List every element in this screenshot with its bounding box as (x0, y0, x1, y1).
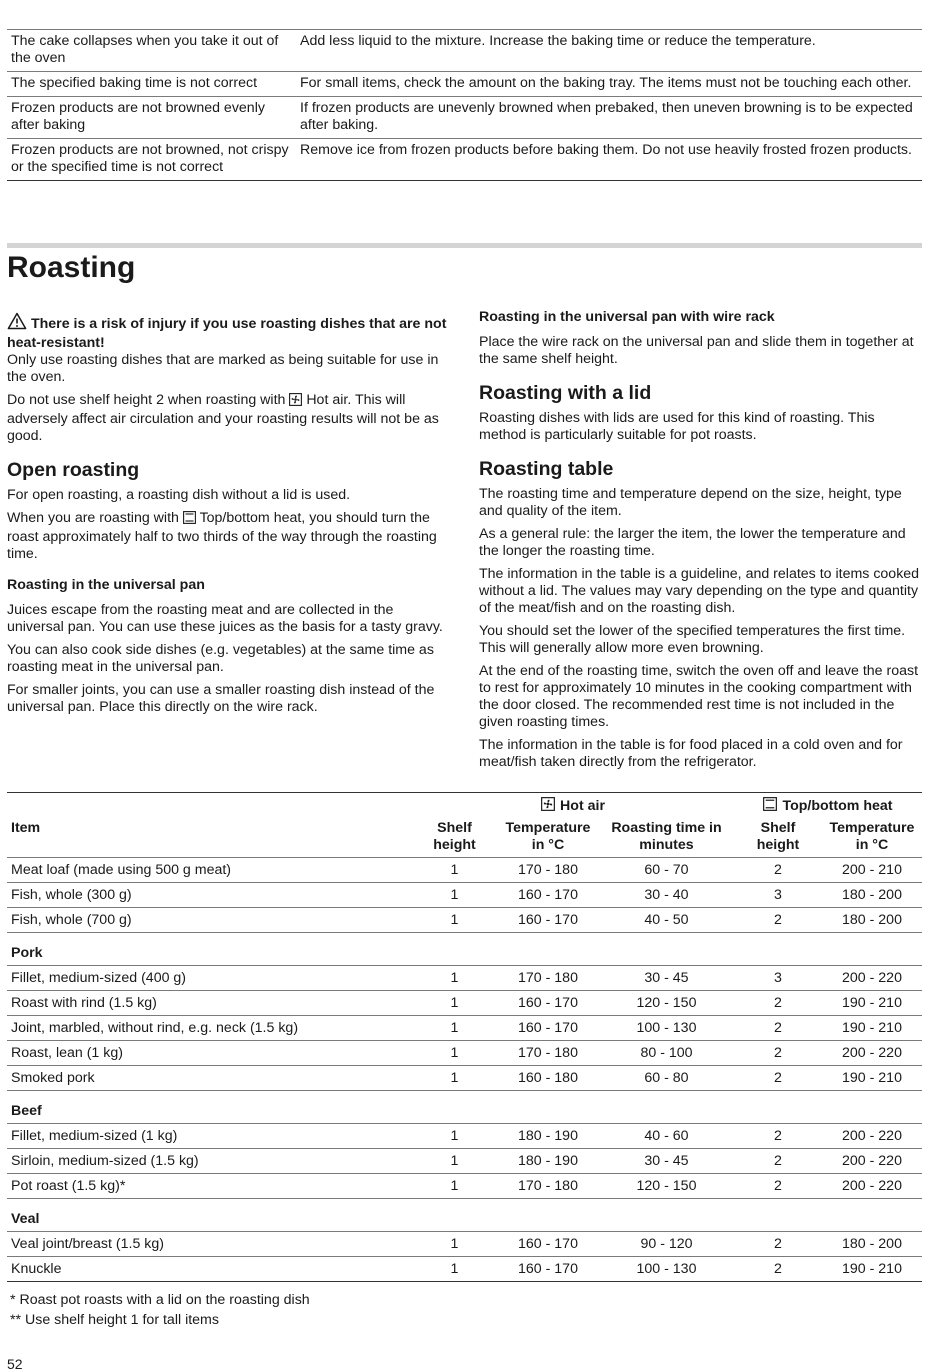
cell-shelf-hot-air: 1 (412, 1124, 497, 1149)
category-label: Beef (7, 1091, 922, 1124)
trouble-solution: Add less liquid to the mixture. Increase the baking time or reduce the temperature. (296, 30, 922, 72)
table-row (7, 1016, 922, 1041)
shelf-height-note: Do not use shelf height 2 when roasting with Hot air. This will adversely affect air circulation and your roasting results will not be as good. (7, 392, 439, 444)
table-row (7, 1041, 922, 1066)
cell-temp-hot-air: 170 - 180 (497, 966, 599, 991)
roasting-table-text-6: The information in the table is for food placed in a cold oven and for meat/fish taken directly from the refrigerator. (479, 737, 903, 770)
top-bottom-label: Top/bottom heat (782, 798, 893, 814)
cell-item: Joint, marbled, without rind, e.g. neck (1.5 kg) (7, 1016, 412, 1041)
cell-item: Fish, whole (700 g) (7, 908, 412, 933)
roasting-table-text-5: At the end of the roasting time, switch the oven off and leave the roast to rest for approximately 10 minutes in the cooking compartment with the door closed. The recommended rest time is not included in the given roasting times. (479, 663, 919, 730)
wire-rack-heading: Roasting in the universal pan with wire rack (479, 309, 775, 325)
cell-item: Veal joint/breast (1.5 kg) (7, 1232, 412, 1257)
cell-shelf-top-bottom: 2 (734, 1016, 822, 1041)
roasting-table-text-2: As a general rule: the larger the item, the lower the temperature and the longer the roasting time. (479, 526, 906, 559)
heating-mode-row (7, 793, 922, 819)
warning-title: There is a risk of injury if you use roasting dishes that are not heat-resistant! (7, 316, 447, 351)
category-label: Pork (7, 933, 922, 966)
cell-item: Fillet, medium-sized (1 kg) (7, 1124, 412, 1149)
cell-shelf-top-bottom: 2 (734, 1041, 822, 1066)
warning-text: Only use roasting dishes that are marked as being suitable for use in the oven. (7, 352, 439, 385)
cell-item: Fillet, medium-sized (400 g) (7, 966, 412, 991)
cell-roasting-time: 40 - 60 (599, 1124, 734, 1149)
cell-item: Roast, lean (1 kg) (7, 1041, 412, 1066)
category-label: Veal (7, 1199, 922, 1232)
cell-item: Fish, whole (300 g) (7, 883, 412, 908)
header-shelf-top-bottom: Shelf height (734, 818, 822, 858)
open-roasting-heading: Open roasting (7, 459, 140, 481)
cell-roasting-time: 100 - 130 (599, 1257, 734, 1282)
roasting-lid-text: Roasting dishes with lids are used for this kind of roasting. This method is particularly suitable for pot roasts. (479, 410, 875, 443)
cell-roasting-time: 120 - 150 (599, 1174, 734, 1199)
header-temp-hot-air: Temperature in °C (497, 818, 599, 858)
cell-temp-top-bottom: 190 - 210 (822, 991, 922, 1016)
header-shelf-hot-air: Shelf height (412, 818, 497, 858)
trouble-row (7, 139, 922, 181)
cell-shelf-hot-air: 1 (412, 1041, 497, 1066)
cell-roasting-time: 100 - 130 (599, 1016, 734, 1041)
hot-air-fan-icon (289, 393, 302, 411)
cell-shelf-top-bottom: 2 (734, 1066, 822, 1091)
cell-shelf-top-bottom: 2 (734, 858, 822, 883)
cell-roasting-time: 80 - 100 (599, 1041, 734, 1066)
cell-shelf-hot-air: 1 (412, 1149, 497, 1174)
cell-item: Roast with rind (1.5 kg) (7, 991, 412, 1016)
cell-shelf-top-bottom: 2 (734, 1257, 822, 1282)
universal-pan-text-1: Juices escape from the roasting meat and are collected in the universal pan. You can use these juices as the basis for a tasty gravy. (7, 602, 443, 635)
warning-triangle-icon (7, 312, 27, 335)
roasting-table-text-1: The roasting time and temperature depend on the size, height, type and quality of the item. (479, 486, 902, 519)
hot-air-label: Hot air (560, 798, 605, 814)
header-roasting-time: Roasting time in minutes (599, 818, 734, 858)
table-row (7, 966, 922, 991)
cell-temp-top-bottom: 180 - 200 (822, 1232, 922, 1257)
table-row (7, 1232, 922, 1257)
universal-pan-heading: Roasting in the universal pan (7, 577, 205, 593)
page-number: 52 (7, 1356, 23, 1372)
cell-temp-top-bottom: 200 - 220 (822, 1149, 922, 1174)
footnote-tall-items: ** Use shelf height 1 for tall items (10, 1312, 219, 1328)
warning-heading (7, 312, 452, 352)
wire-rack-text: Place the wire rack on the universal pan and slide them in together at the same shelf height. (479, 334, 914, 367)
table-row (7, 858, 922, 883)
table-row (7, 1066, 922, 1091)
trouble-solution: If frozen products are unevenly browned when prebaked, then uneven browning is to be expected after baking. (296, 97, 922, 139)
trouble-problem: The specified baking time is not correct (7, 72, 296, 97)
cell-temp-hot-air: 160 - 170 (497, 991, 599, 1016)
cell-shelf-hot-air: 1 (412, 858, 497, 883)
header-item: Item (7, 818, 412, 858)
footnotes (10, 1290, 310, 1330)
cell-temp-hot-air: 170 - 180 (497, 1174, 599, 1199)
trouble-problem: The cake collapses when you take it out of the oven (7, 30, 296, 72)
table-row (7, 1149, 922, 1174)
cell-temp-top-bottom: 180 - 200 (822, 908, 922, 933)
cell-temp-top-bottom: 190 - 210 (822, 1066, 922, 1091)
cell-temp-top-bottom: 200 - 220 (822, 1174, 922, 1199)
cell-shelf-hot-air: 1 (412, 1174, 497, 1199)
top-bottom-heat-icon (763, 797, 777, 816)
open-roasting-turn-text: When you are roasting with Top/bottom heat, you should turn the roast approximately half to two thirds of the way through the roasting time. (7, 510, 437, 562)
cell-temp-hot-air: 160 - 170 (497, 1257, 599, 1282)
category-row (7, 1199, 922, 1232)
cell-temp-top-bottom: 200 - 220 (822, 966, 922, 991)
cell-roasting-time: 90 - 120 (599, 1232, 734, 1257)
cell-item: Meat loaf (made using 500 g meat) (7, 858, 412, 883)
cell-shelf-top-bottom: 3 (734, 966, 822, 991)
cell-shelf-hot-air: 1 (412, 1257, 497, 1282)
roasting-lid-heading: Roasting with a lid (479, 382, 652, 404)
cell-shelf-hot-air: 1 (412, 991, 497, 1016)
cell-shelf-top-bottom: 3 (734, 883, 822, 908)
cell-item: Sirloin, medium-sized (1.5 kg) (7, 1149, 412, 1174)
cell-temp-top-bottom: 180 - 200 (822, 883, 922, 908)
cell-temp-hot-air: 170 - 180 (497, 1041, 599, 1066)
cell-roasting-time: 30 - 45 (599, 1149, 734, 1174)
table-row (7, 883, 922, 908)
cell-item: Pot roast (1.5 kg)* (7, 1174, 412, 1199)
table-row (7, 1257, 922, 1282)
cell-roasting-time: 60 - 70 (599, 858, 734, 883)
cell-shelf-top-bottom: 2 (734, 1174, 822, 1199)
cell-shelf-hot-air: 1 (412, 1016, 497, 1041)
cell-shelf-top-bottom: 2 (734, 1232, 822, 1257)
trouble-problem: Frozen products are not browned, not crispy or the specified time is not correct (7, 139, 296, 181)
universal-pan-text-3: For smaller joints, you can use a smaller roasting dish instead of the universal pan. Place this directly on the wire rack. (7, 682, 435, 715)
troubleshooting-table (7, 29, 922, 181)
column-header-row (7, 818, 922, 858)
cell-temp-hot-air: 160 - 170 (497, 1016, 599, 1041)
cell-shelf-hot-air: 1 (412, 883, 497, 908)
cell-shelf-top-bottom: 2 (734, 1124, 822, 1149)
roasting-table (7, 792, 922, 1282)
top-bottom-column-group (734, 793, 922, 819)
cell-shelf-hot-air: 1 (412, 908, 497, 933)
category-row (7, 933, 922, 966)
cell-temp-hot-air: 170 - 180 (497, 858, 599, 883)
cell-temp-hot-air: 160 - 180 (497, 1066, 599, 1091)
cell-temp-top-bottom: 200 - 220 (822, 1041, 922, 1066)
roasting-table-text-3: The information in the table is a guideline, and relates to items cooked without a lid. The values may vary depending on the type and quantity of the meat/fish and on the roasting dish. (479, 566, 920, 616)
section-title: Roasting (7, 251, 136, 284)
right-column (479, 309, 922, 777)
top-bottom-heat-icon (183, 511, 196, 529)
cell-shelf-hot-air: 1 (412, 1066, 497, 1091)
cell-roasting-time: 40 - 50 (599, 908, 734, 933)
cell-temp-top-bottom: 190 - 210 (822, 1257, 922, 1282)
cell-item: Knuckle (7, 1257, 412, 1282)
trouble-row (7, 72, 922, 97)
cell-temp-hot-air: 160 - 170 (497, 908, 599, 933)
table-row (7, 908, 922, 933)
cell-item: Smoked pork (7, 1066, 412, 1091)
left-column (7, 312, 452, 722)
cell-shelf-hot-air: 1 (412, 1232, 497, 1257)
trouble-row (7, 97, 922, 139)
table-row (7, 991, 922, 1016)
cell-roasting-time: 30 - 45 (599, 966, 734, 991)
cell-roasting-time: 60 - 80 (599, 1066, 734, 1091)
roasting-table-heading: Roasting table (479, 458, 614, 480)
cell-shelf-top-bottom: 2 (734, 991, 822, 1016)
category-row (7, 1091, 922, 1124)
cell-roasting-time: 30 - 40 (599, 883, 734, 908)
cell-temp-hot-air: 180 - 190 (497, 1124, 599, 1149)
trouble-row (7, 30, 922, 72)
hot-air-column-group (412, 793, 734, 819)
cell-shelf-top-bottom: 2 (734, 908, 822, 933)
open-roasting-text: For open roasting, a roasting dish without a lid is used. (7, 487, 351, 503)
trouble-problem: Frozen products are not browned evenly after baking (7, 97, 296, 139)
table-row (7, 1124, 922, 1149)
footnote-pot-roast: * Roast pot roasts with a lid on the roasting dish (10, 1292, 310, 1308)
header-temp-top-bottom: Temperature in °C (822, 818, 922, 858)
cell-temp-hot-air: 160 - 170 (497, 1232, 599, 1257)
cell-shelf-top-bottom: 2 (734, 1149, 822, 1174)
section-divider (7, 243, 922, 248)
trouble-solution: For small items, check the amount on the baking tray. The items must not be touching each other. (296, 72, 922, 97)
cell-shelf-hot-air: 1 (412, 966, 497, 991)
trouble-solution: Remove ice from frozen products before baking them. Do not use heavily frosted frozen products. (296, 139, 922, 181)
table-row (7, 1174, 922, 1199)
cell-temp-top-bottom: 200 - 210 (822, 858, 922, 883)
cell-temp-top-bottom: 200 - 220 (822, 1124, 922, 1149)
roasting-table-text-4: You should set the lower of the specified temperatures the first time. This will generally allow more even browning. (479, 623, 906, 656)
cell-temp-hot-air: 180 - 190 (497, 1149, 599, 1174)
cell-temp-top-bottom: 190 - 210 (822, 1016, 922, 1041)
hot-air-fan-icon (541, 797, 555, 816)
universal-pan-text-2: You can also cook side dishes (e.g. vegetables) at the same time as roasting meat in the universal pan. (7, 642, 434, 675)
cell-roasting-time: 120 - 150 (599, 991, 734, 1016)
cell-temp-hot-air: 160 - 170 (497, 883, 599, 908)
